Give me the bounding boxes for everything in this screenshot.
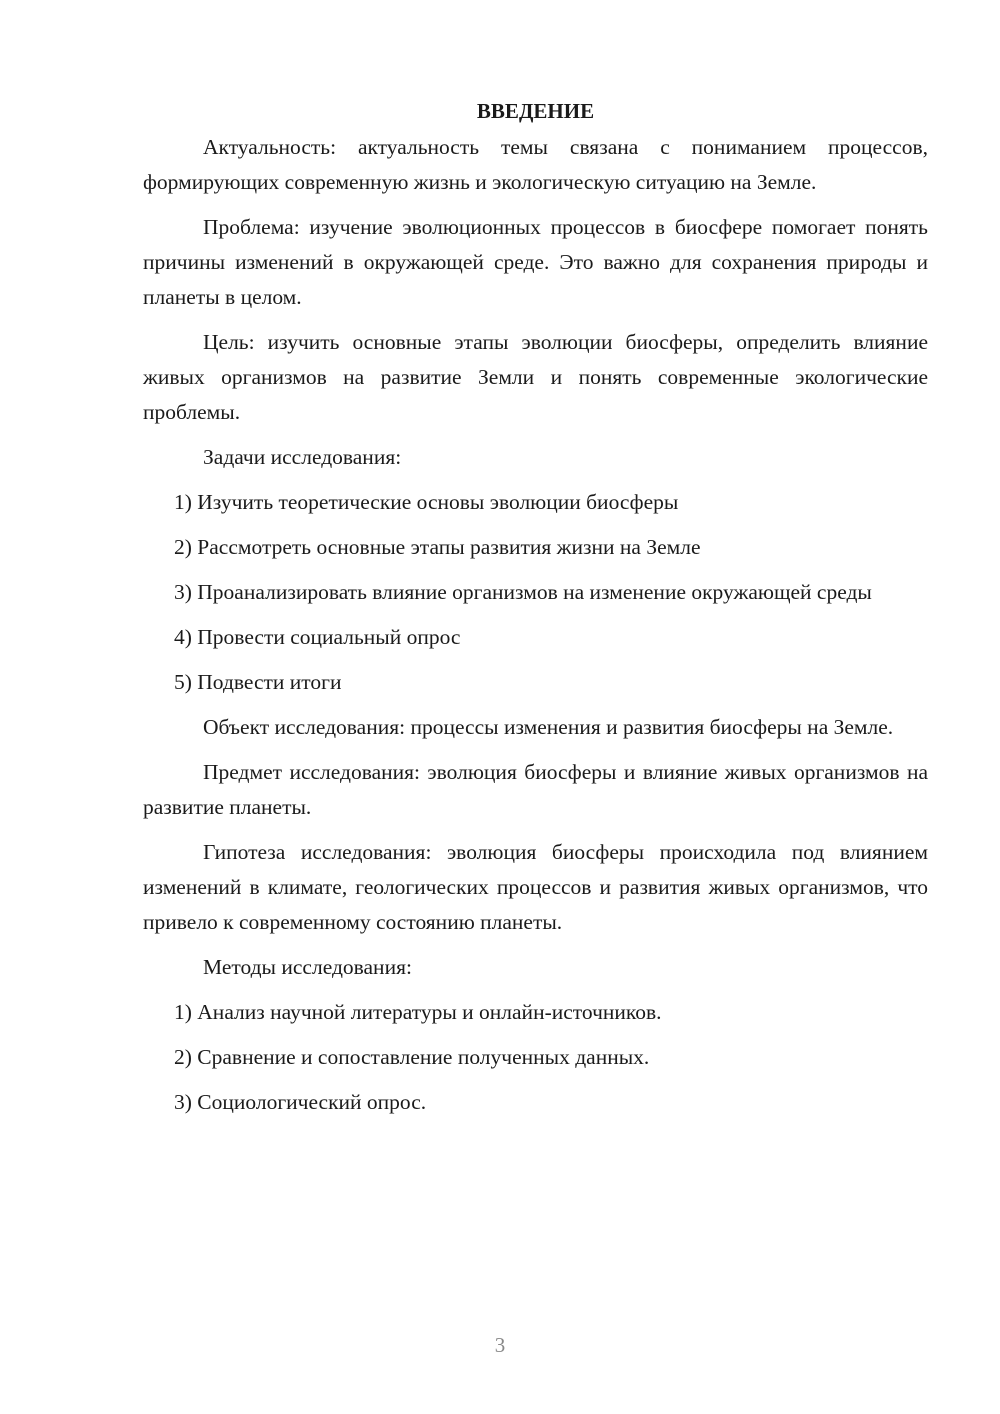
task-item: 2) Рассмотреть основные этапы развития жизни на Земле xyxy=(174,535,701,559)
object-paragraph: Объект исследования: процессы изменения и развития биосферы на Земле. xyxy=(203,715,894,739)
method-item: 3) Социологический опрос. xyxy=(174,1090,427,1114)
methods-heading: Методы исследования: xyxy=(203,955,412,979)
task-item: 5) Подвести итоги xyxy=(174,670,342,694)
task-item: 4) Провести социальный опрос xyxy=(174,625,461,649)
goal-paragraph: Цель: изучить основные этапы эволюции биосферы, определить влияние живых организмов на развитие Земли и понять современные экологические проблемы. xyxy=(143,330,928,424)
page-number: 3 xyxy=(494,1333,506,1357)
subject-paragraph: Предмет исследования: эволюция биосферы и влияние живых организмов на развитие планеты. xyxy=(143,760,928,819)
method-item: 1) Анализ научной литературы и онлайн-источников. xyxy=(174,1000,662,1024)
tasks-heading: Задачи исследования: xyxy=(203,445,402,469)
hypothesis-paragraph: Гипотеза исследования: эволюция биосферы происходила под влиянием изменений в климате, геологических процессов и развития живых организмов, что привело к современному состоянию планеты. xyxy=(143,840,928,934)
method-item: 2) Сравнение и сопоставление полученных данных. xyxy=(174,1045,650,1069)
page-title: ВВЕДЕНИЕ xyxy=(476,99,595,123)
problem-paragraph: Проблема: изучение эволюционных процессов в биосфере помогает понять причины изменений в окружающей среде. Это важно для сохранения природы и планеты в целом. xyxy=(143,215,928,309)
task-item: 3) Проанализировать влияние организмов на изменение окружающей среды xyxy=(174,580,872,604)
task-item: 1) Изучить теоретические основы эволюции биосферы xyxy=(174,490,679,514)
document-page xyxy=(143,96,928,1120)
relevance-paragraph: Актуальность: актуальность темы связана с пониманием процессов, формирующих современную жизнь и экологическую ситуацию на Земле. xyxy=(143,135,928,194)
